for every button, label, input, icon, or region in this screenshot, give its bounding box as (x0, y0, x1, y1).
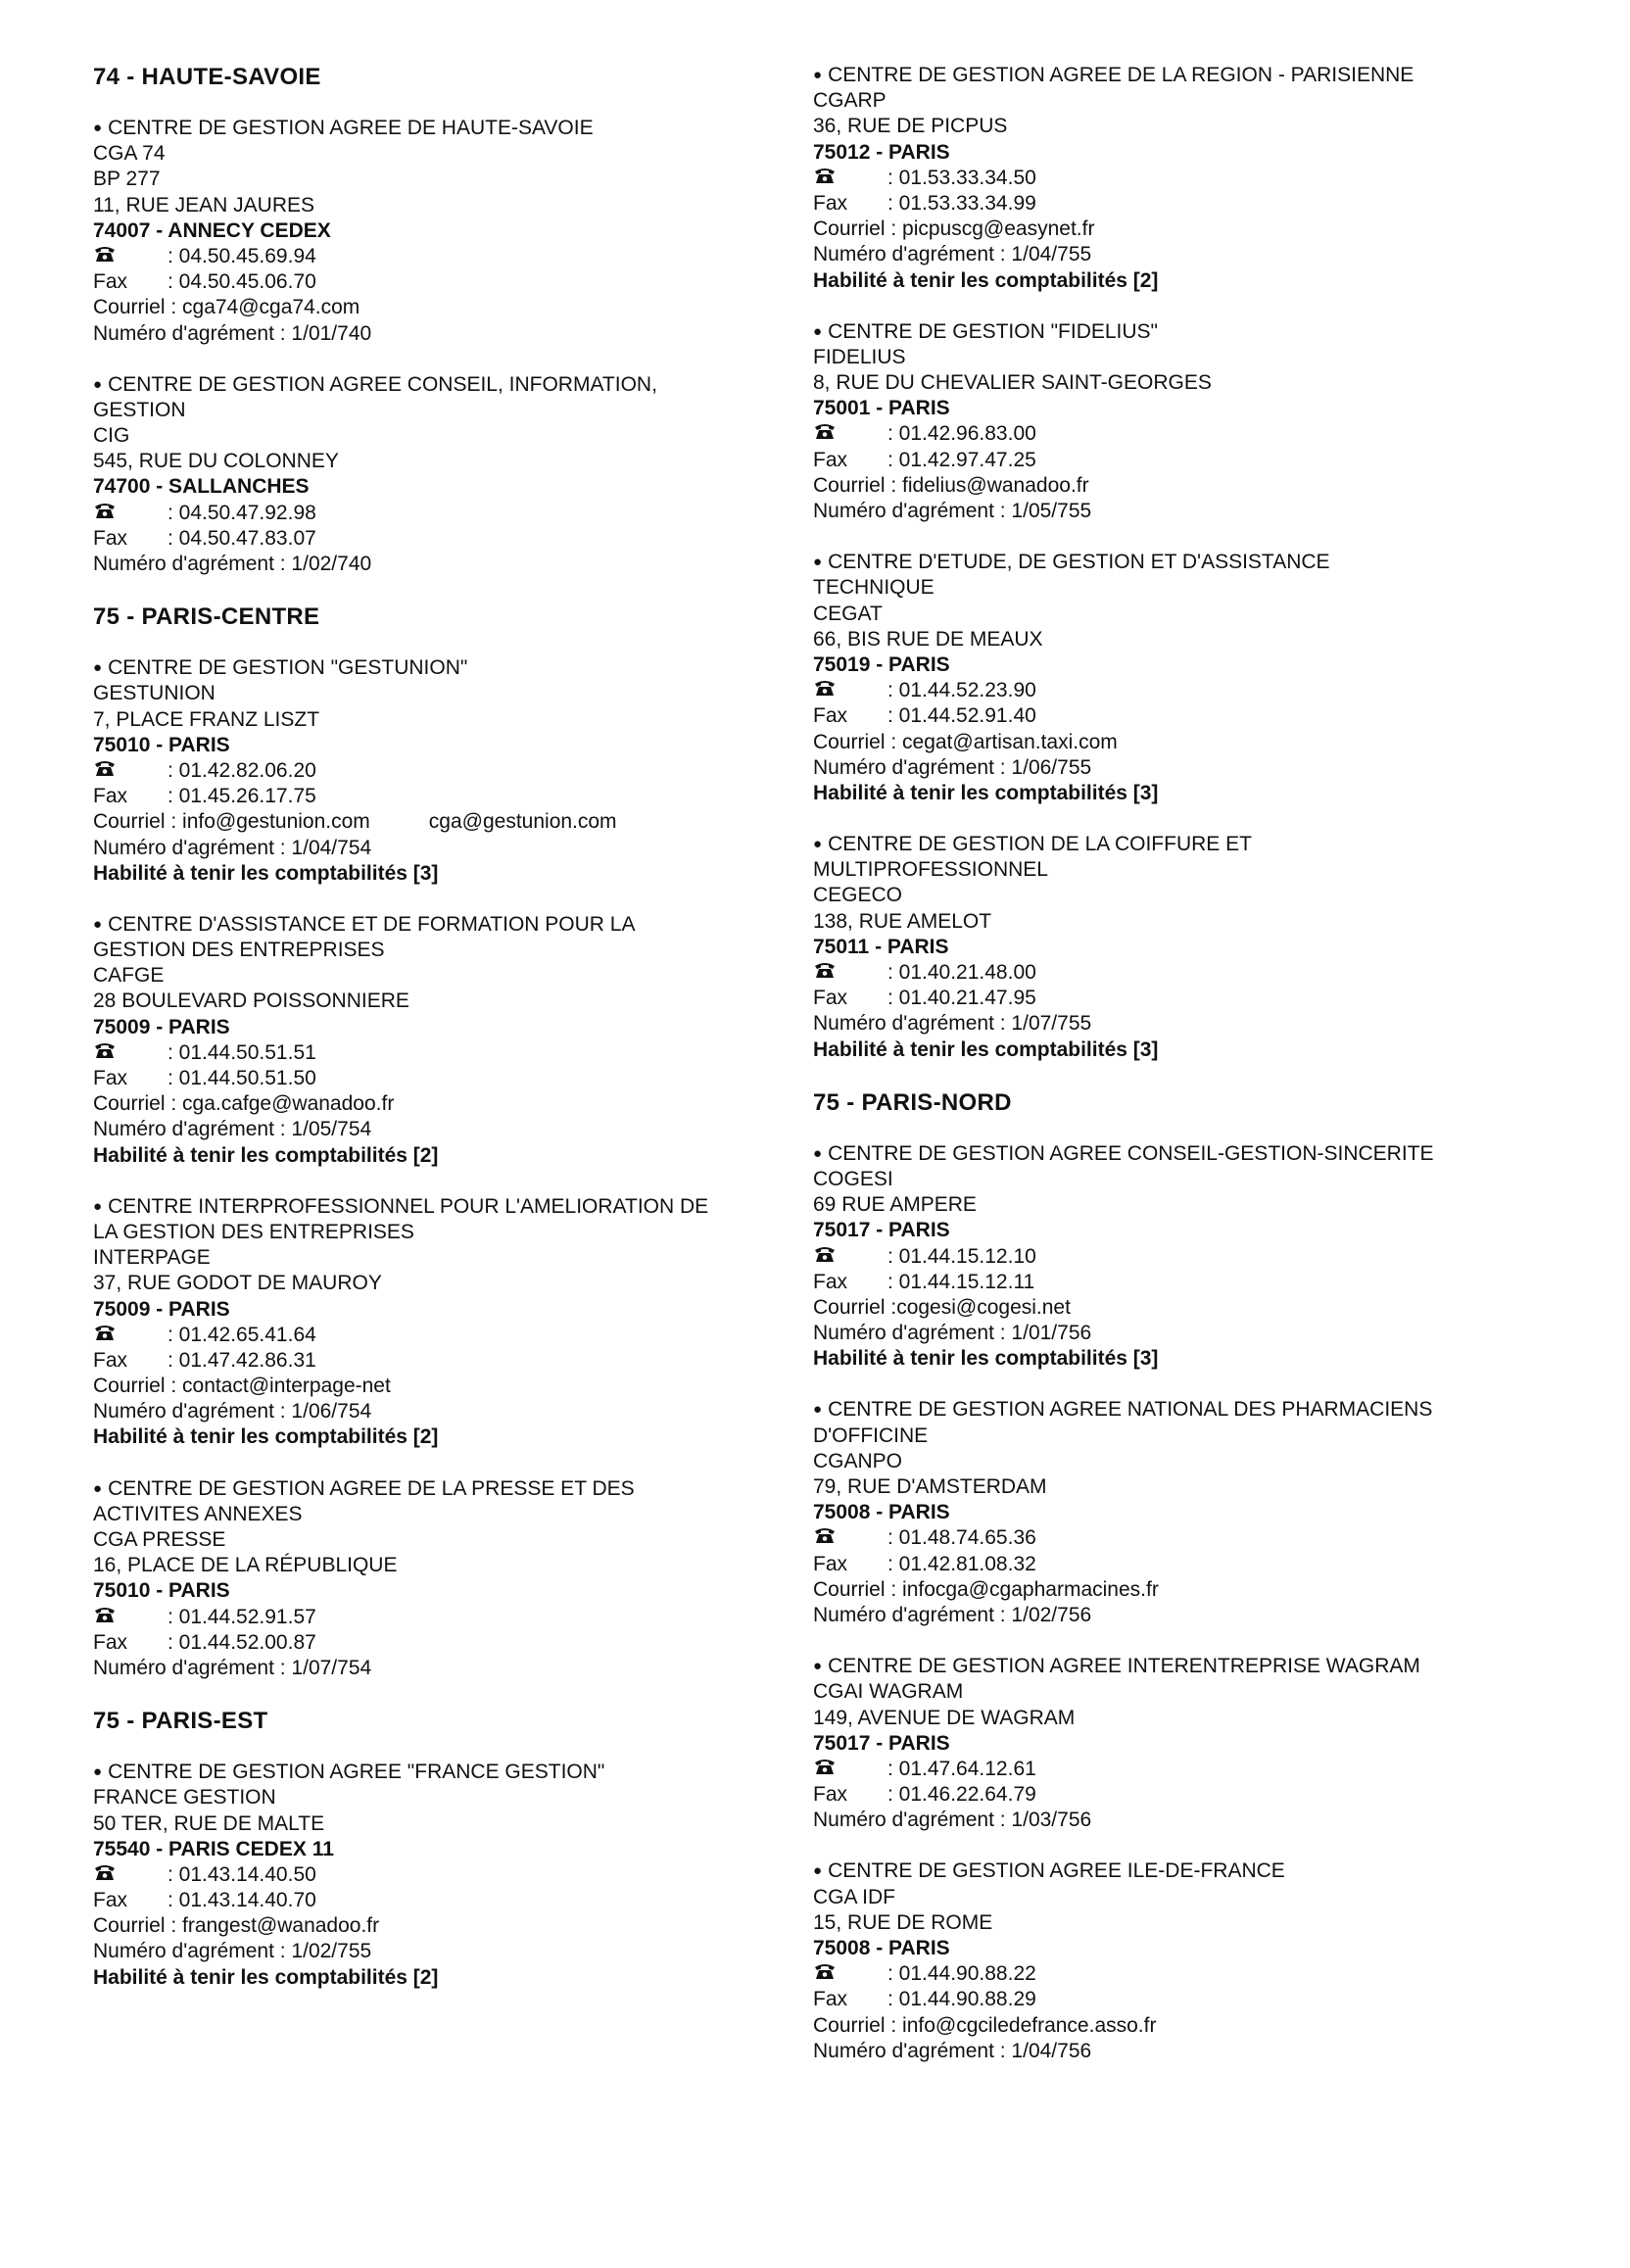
entry-name: ● CENTRE DE GESTION AGREE INTERENTREPRISE WAGRAM (813, 1654, 1538, 1679)
phone-number: : 01.43.14.40.50 (168, 1862, 316, 1886)
fax-number: : 01.45.26.17.75 (168, 785, 316, 808)
entry-name: ● CENTRE DE GESTION AGREE NATIONAL DES PHARMACIENS (813, 1397, 1538, 1423)
entry-acronym: CIG (93, 424, 130, 448)
entry-city: 75010 - PARIS (93, 1579, 230, 1603)
directory-entry (813, 832, 1538, 1063)
agrement-number: Numéro d'agrément : 1/03/756 (813, 1809, 1092, 1832)
fax-line (93, 269, 779, 295)
entry-name: ● CENTRE D'ASSISTANCE ET DE FORMATION POUR LA (93, 912, 779, 938)
fax-label: Fax (93, 1889, 128, 1912)
entry-name: ACTIVITES ANNEXES (93, 1502, 303, 1525)
entry-address: 79, RUE D'AMSTERDAM (813, 1475, 1047, 1498)
entry-city: 75010 - PARIS (93, 733, 230, 756)
email: Courriel : contact@interpage-net (93, 1375, 391, 1398)
fax-label: Fax (93, 1630, 128, 1654)
entry-city: 75019 - PARIS (813, 652, 950, 676)
entry-acronym: FIDELIUS (813, 345, 906, 368)
section-title: 74 - HAUTE-SAVOIE (93, 64, 321, 90)
entry-acronym: CGANPO (813, 1449, 903, 1472)
email: Courriel : fidelius@wanadoo.fr (813, 473, 1089, 497)
entry-name: TECHNIQUE (813, 576, 935, 600)
entry-name: ● CENTRE DE GESTION AGREE DE HAUTE-SAVOIE (93, 116, 779, 141)
directory-entry (93, 655, 779, 887)
agrement-number: Numéro d'agrément : 1/04/754 (93, 836, 372, 859)
email-line (93, 295, 779, 320)
agrement-number: Numéro d'agrément : 1/07/755 (813, 1012, 1092, 1036)
phone-line (93, 1862, 779, 1888)
telephone-icon (813, 1757, 887, 1782)
left-column (93, 63, 779, 2016)
fax-line (93, 1630, 779, 1656)
fax-number: : 01.47.42.86.31 (168, 1348, 316, 1372)
phone-number: : 01.44.52.23.90 (887, 679, 1036, 702)
entry-name: ● CENTRE DE GESTION "FIDELIUS" (813, 319, 1538, 345)
phone-line (813, 1757, 1538, 1782)
habilitation-note: Habilité à tenir les comptabilités [3] (813, 781, 1159, 804)
agrement-number: Numéro d'agrément : 1/02/756 (813, 1603, 1092, 1626)
phone-line (813, 678, 1538, 703)
fax-line (813, 1552, 1538, 1577)
entry-address: 138, RUE AMELOT (813, 909, 992, 933)
entry-acronym: CGA 74 (93, 142, 166, 166)
email-line (813, 473, 1538, 499)
telephone-icon (93, 758, 168, 784)
telephone-icon (813, 421, 887, 447)
entry-name: ● CENTRE DE GESTION AGREE DE LA REGION - PARISIENNE (813, 63, 1538, 88)
agrement-number: Numéro d'agrément : 1/04/756 (813, 2039, 1092, 2062)
entry-acronym: INTERPAGE (93, 1246, 211, 1270)
phone-number: : 01.44.15.12.10 (887, 1244, 1036, 1268)
entry-name: ● CENTRE DE GESTION DE LA COIFFURE ET (813, 832, 1538, 857)
phone-number: : 01.48.74.65.36 (887, 1526, 1036, 1550)
section-title: 75 - PARIS-CENTRE (93, 603, 320, 631)
entry-city: 75017 - PARIS (813, 1731, 950, 1755)
agrement-number: Numéro d'agrément : 1/05/755 (813, 500, 1092, 522)
section-title: 75 - PARIS-NORD (813, 1088, 1012, 1116)
fax-label: Fax (813, 191, 848, 215)
entry-city: 74007 - ANNECY CEDEX (93, 218, 331, 242)
fax-number: : 01.44.52.00.87 (168, 1630, 316, 1654)
entry-address: 37, RUE GODOT DE MAUROY (93, 1272, 382, 1295)
entry-address: 11, RUE JEAN JAURES (93, 193, 315, 217)
agrement-number: Numéro d'agrément : 1/06/754 (93, 1400, 372, 1424)
entry-city: 75008 - PARIS (813, 1937, 950, 1959)
fax-number: : 04.50.47.83.07 (168, 526, 316, 550)
telephone-icon (93, 1040, 168, 1066)
entry-address: 545, RUE DU COLONNEY (93, 450, 339, 473)
phone-line (93, 1605, 779, 1630)
fax-label: Fax (813, 448, 848, 471)
entry-acronym: CEGAT (813, 602, 883, 625)
entry-city: 75017 - PARIS (813, 1219, 950, 1242)
entry-acronym: CGA PRESSE (93, 1528, 226, 1551)
fax-line (813, 703, 1538, 729)
fax-line (813, 1270, 1538, 1295)
phone-number: : 01.44.52.91.57 (168, 1605, 316, 1628)
fax-label: Fax (813, 704, 848, 728)
email: Courriel : cga74@cga74.com (93, 296, 360, 319)
email-secondary: cga@gestunion.com (428, 810, 617, 834)
entry-city: 75001 - PARIS (813, 397, 950, 420)
entry-name: D'OFFICINE (813, 1424, 929, 1447)
phone-number: : 01.42.82.06.20 (168, 758, 316, 782)
entry-address: BP 277 (93, 168, 161, 191)
entry-name: ● CENTRE DE GESTION AGREE "FRANCE GESTION" (93, 1760, 779, 1785)
entry-city: 75008 - PARIS (813, 1501, 950, 1524)
telephone-icon (813, 166, 887, 191)
entry-name: GESTION (93, 398, 186, 421)
fax-line (93, 526, 779, 552)
directory-entry (93, 912, 779, 1169)
entry-acronym: CAFGE (93, 964, 165, 988)
directory-entry (93, 1760, 779, 1991)
directory-entry (813, 1654, 1538, 1833)
fax-number: : 01.40.21.47.95 (887, 987, 1036, 1010)
fax-line (813, 191, 1538, 217)
fax-number: : 01.42.97.47.25 (887, 448, 1036, 471)
agrement-number: Numéro d'agrément : 1/01/740 (93, 321, 372, 345)
entry-city: 75011 - PARIS (813, 935, 949, 958)
agrement-number: Numéro d'agrément : 1/07/754 (93, 1656, 372, 1679)
telephone-icon (813, 1525, 887, 1551)
fax-number: : 01.43.14.40.70 (168, 1889, 316, 1912)
fax-number: : 01.46.22.64.79 (887, 1783, 1036, 1807)
entry-name: ● CENTRE DE GESTION AGREE CONSEIL-GESTION-SINCERITE (813, 1141, 1538, 1167)
habilitation-note: Habilité à tenir les comptabilités [3] (813, 1347, 1159, 1371)
telephone-icon (813, 960, 887, 986)
fax-label: Fax (813, 1783, 848, 1807)
entry-name: ● CENTRE D'ETUDE, DE GESTION ET D'ASSISTANCE (813, 550, 1538, 575)
phone-line (93, 501, 779, 526)
fax-number: : 01.44.15.12.11 (887, 1270, 1035, 1293)
email: Courriel : infocga@cgapharmacines.fr (813, 1577, 1159, 1601)
phone-line (93, 1040, 779, 1066)
entry-address: 69 RUE AMPERE (813, 1193, 977, 1217)
directory-entry (813, 1397, 1538, 1628)
email-line (813, 1295, 1538, 1321)
agrement-number: Numéro d'agrément : 1/06/755 (813, 755, 1092, 779)
email: Courriel : frangest@wanadoo.fr (93, 1914, 380, 1938)
email: Courriel : info@cgciledefrance.asso.fr (813, 2013, 1157, 2037)
fax-line (813, 448, 1538, 473)
email-line (813, 730, 1538, 755)
fax-number: : 04.50.45.06.70 (168, 270, 316, 294)
telephone-icon (93, 1862, 168, 1888)
email: Courriel : info@gestunion.com (93, 810, 370, 834)
entry-address: 15, RUE DE ROME (813, 1910, 993, 1934)
entry-acronym: COGESI (813, 1167, 893, 1190)
email-line (93, 1374, 779, 1399)
right-column (813, 63, 1538, 2090)
phone-line (93, 758, 779, 784)
directory-entry (93, 1476, 779, 1682)
phone-number: : 01.53.33.34.50 (887, 166, 1036, 189)
entry-address: 28 BOULEVARD POISSONNIERE (93, 989, 409, 1013)
agrement-number: Numéro d'agrément : 1/05/754 (93, 1118, 372, 1141)
habilitation-note: Habilité à tenir les comptabilités [3] (93, 861, 439, 885)
agrement-number: Numéro d'agrément : 1/02/755 (93, 1940, 372, 1963)
email-line (813, 217, 1538, 242)
phone-number: : 04.50.45.69.94 (168, 244, 316, 267)
fax-label: Fax (93, 1348, 128, 1372)
entry-address: 7, PLACE FRANZ LISZT (93, 707, 320, 731)
entry-city: 75009 - PARIS (93, 1297, 230, 1321)
fax-line (93, 1066, 779, 1091)
fax-number: : 01.44.52.91.40 (887, 704, 1036, 728)
fax-number: : 01.44.50.51.50 (168, 1067, 316, 1089)
email: Courriel :cogesi@cogesi.net (813, 1295, 1071, 1319)
fax-label: Fax (813, 1552, 848, 1575)
fax-line (813, 1987, 1538, 2012)
entry-acronym: GESTUNION (93, 682, 216, 705)
fax-line (93, 1888, 779, 1913)
email: Courriel : cegat@artisan.taxi.com (813, 730, 1118, 753)
fax-label: Fax (93, 270, 128, 294)
entry-city: 75009 - PARIS (93, 1015, 230, 1038)
entry-acronym: CGAI WAGRAM (813, 1680, 964, 1704)
agrement-number: Numéro d'agrément : 1/01/756 (813, 1322, 1092, 1345)
entry-address: 66, BIS RUE DE MEAUX (813, 627, 1043, 651)
phone-line (813, 1961, 1538, 1987)
fax-number: : 01.42.81.08.32 (887, 1552, 1036, 1575)
habilitation-note: Habilité à tenir les comptabilités [2] (93, 1965, 439, 1989)
habilitation-note: Habilité à tenir les comptabilités [2] (813, 268, 1159, 292)
fax-label: Fax (93, 1067, 128, 1089)
phone-number: : 01.42.96.83.00 (887, 422, 1036, 446)
telephone-icon (93, 501, 168, 526)
phone-line (813, 1525, 1538, 1551)
entry-name: ● CENTRE DE GESTION "GESTUNION" (93, 655, 779, 681)
entry-acronym: CGARP (813, 89, 887, 113)
agrement-number: Numéro d'agrément : 1/02/740 (93, 553, 372, 575)
directory-entry (813, 63, 1538, 294)
phone-number: : 01.47.64.12.61 (887, 1757, 1036, 1780)
entry-name: MULTIPROFESSIONNEL (813, 858, 1048, 882)
entry-name: GESTION DES ENTREPRISES (93, 939, 385, 962)
entry-city: 75012 - PARIS (813, 140, 950, 164)
phone-line (93, 1323, 779, 1348)
telephone-icon (813, 1961, 887, 1987)
habilitation-note: Habilité à tenir les comptabilités [2] (93, 1425, 439, 1449)
directory-entry (93, 1194, 779, 1451)
agrement-number: Numéro d'agrément : 1/04/755 (813, 243, 1092, 266)
entry-address: 8, RUE DU CHEVALIER SAINT-GEORGES (813, 371, 1212, 395)
directory-entry (813, 550, 1538, 806)
phone-number: : 01.44.50.51.51 (168, 1040, 316, 1064)
entry-address: 50 TER, RUE DE MALTE (93, 1811, 325, 1835)
phone-number: : 01.42.65.41.64 (168, 1323, 316, 1346)
fax-line (813, 1782, 1538, 1808)
phone-line (813, 1244, 1538, 1270)
fax-number: : 01.53.33.34.99 (887, 191, 1036, 215)
fax-label: Fax (813, 1270, 848, 1293)
entry-name: ● CENTRE DE GESTION AGREE CONSEIL, INFORMATION, (93, 372, 779, 398)
telephone-icon (93, 1323, 168, 1348)
entry-address: 149, AVENUE DE WAGRAM (813, 1706, 1076, 1729)
fax-line (93, 1348, 779, 1374)
phone-line (813, 960, 1538, 986)
phone-line (813, 421, 1538, 447)
email-line (93, 809, 779, 835)
fax-label: Fax (813, 1988, 848, 2011)
directory-entry (813, 319, 1538, 525)
entry-name: ● CENTRE DE GESTION AGREE DE LA PRESSE ET DES (93, 1476, 779, 1502)
phone-number: : 01.44.90.88.22 (887, 1962, 1036, 1986)
entry-acronym: CEGECO (813, 884, 903, 907)
telephone-icon (813, 1244, 887, 1270)
habilitation-note: Habilité à tenir les comptabilités [3] (813, 1037, 1159, 1061)
phone-line (93, 244, 779, 269)
entry-address: 16, PLACE DE LA RÉPUBLIQUE (93, 1554, 398, 1577)
email-line (93, 1091, 779, 1117)
telephone-icon (93, 244, 168, 269)
entry-name: ● CENTRE INTERPROFESSIONNEL POUR L'AMELIORATION DE (93, 1194, 779, 1220)
directory-entry (813, 1141, 1538, 1373)
section-title: 75 - PARIS-EST (93, 1708, 268, 1735)
entry-city: 74700 - SALLANCHES (93, 475, 310, 499)
habilitation-note: Habilité à tenir les comptabilités [2] (93, 1143, 439, 1167)
entry-acronym: FRANCE GESTION (93, 1786, 276, 1810)
email: Courriel : cga.cafge@wanadoo.fr (93, 1092, 395, 1116)
fax-label: Fax (93, 526, 128, 550)
fax-label: Fax (93, 785, 128, 808)
directory-entry (813, 1858, 1538, 2064)
email-line (813, 2013, 1538, 2039)
email-line (813, 1577, 1538, 1603)
entry-address: 36, RUE DE PICPUS (813, 115, 1008, 138)
fax-number: : 01.44.90.88.29 (887, 1988, 1036, 2011)
email-line (93, 1913, 779, 1939)
phone-number: : 01.40.21.48.00 (887, 961, 1036, 984)
entry-acronym: CGA IDF (813, 1885, 896, 1908)
telephone-icon (93, 1605, 168, 1630)
fax-label: Fax (813, 987, 848, 1010)
directory-entry (93, 116, 779, 347)
email: Courriel : picpuscg@easynet.fr (813, 217, 1095, 241)
phone-line (813, 166, 1538, 191)
entry-name: ● CENTRE DE GESTION AGREE ILE-DE-FRANCE (813, 1858, 1538, 1884)
phone-number: : 04.50.47.92.98 (168, 501, 316, 524)
fax-line (813, 986, 1538, 1011)
directory-entry (93, 372, 779, 578)
fax-line (93, 784, 779, 809)
entry-city: 75540 - PARIS CEDEX 11 (93, 1837, 334, 1860)
entry-name: LA GESTION DES ENTREPRISES (93, 1220, 414, 1243)
telephone-icon (813, 678, 887, 703)
